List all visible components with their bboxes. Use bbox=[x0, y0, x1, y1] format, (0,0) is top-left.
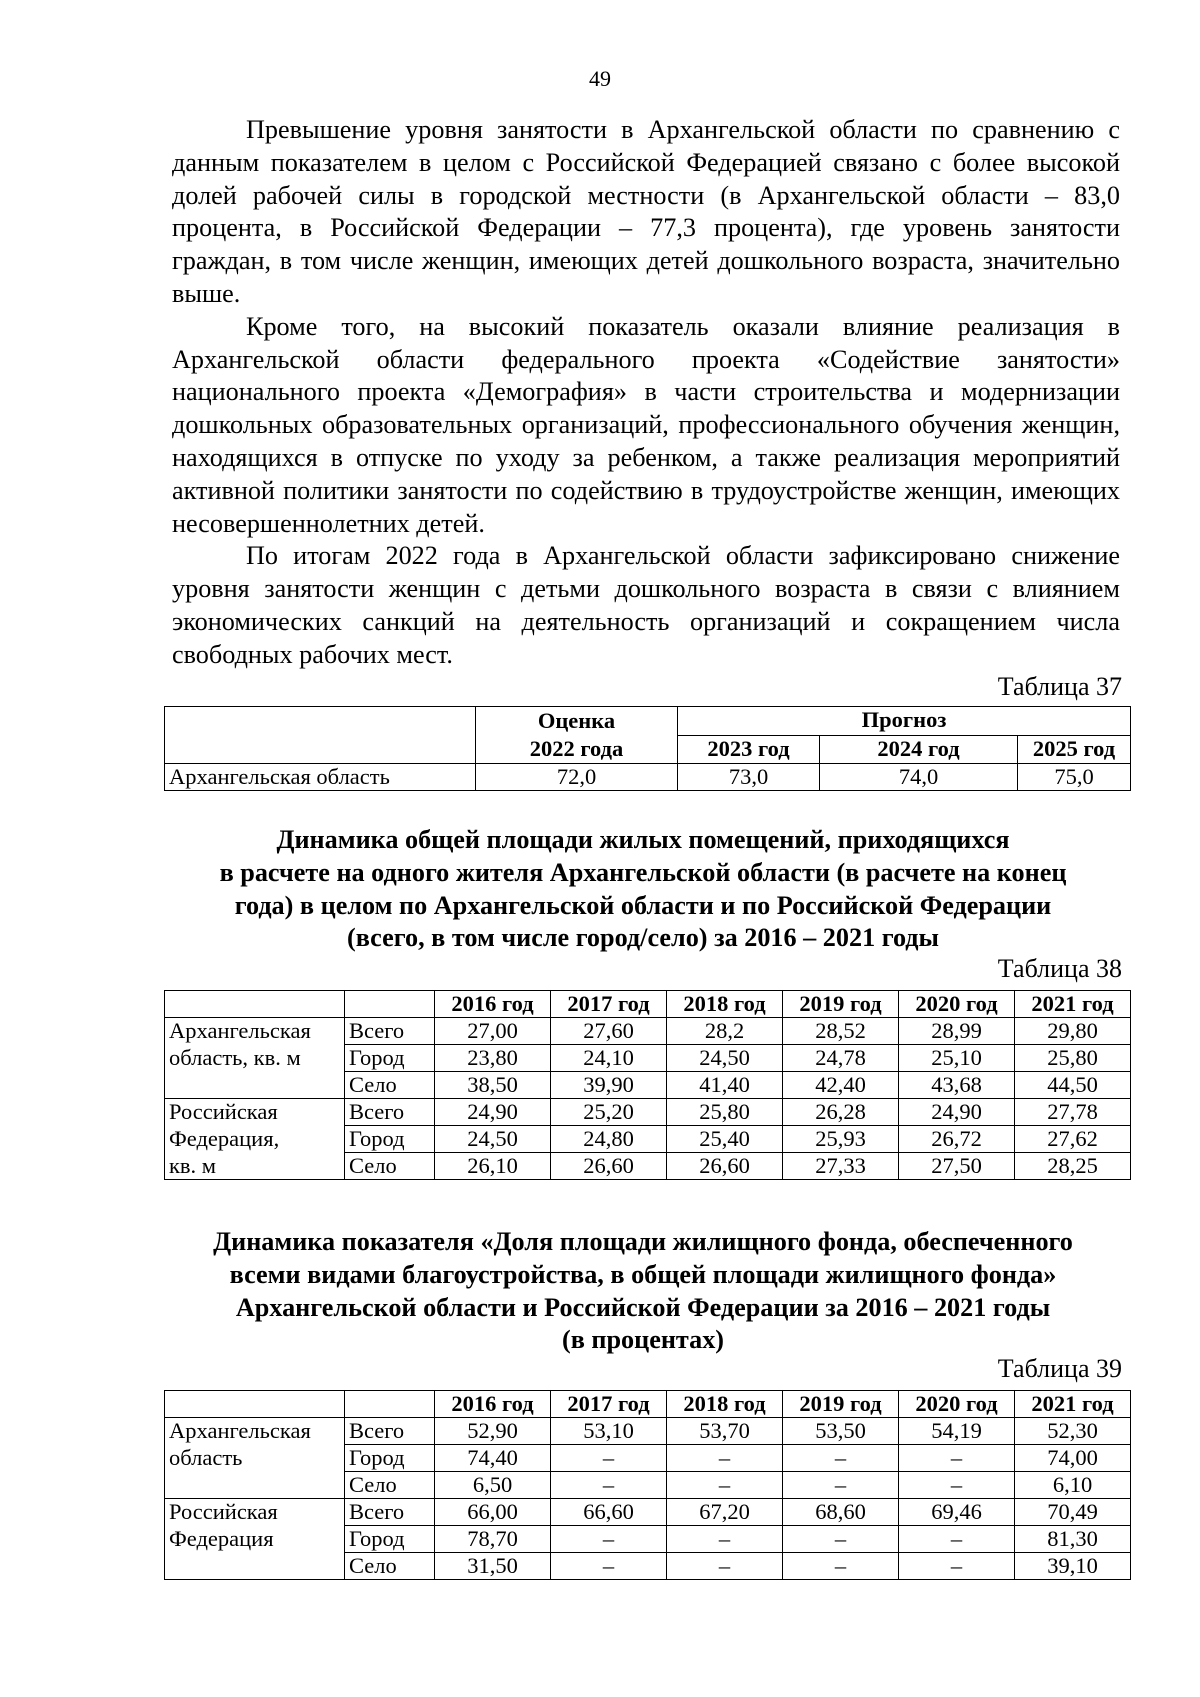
type-cell: Всего bbox=[345, 1499, 435, 1526]
type-cell: Всего bbox=[345, 1418, 435, 1445]
paragraph: По итогам 2022 года в Архангельской области зафиксировано снижение уровня занятости женщин с детьми дошкольного возраста в связи с влиянием экономических санкций на деятельность организаций и сокращением числа свободных рабочих мест. bbox=[172, 541, 1120, 669]
value-cell: 81,30 bbox=[1015, 1526, 1131, 1553]
value-cell: 66,60 bbox=[551, 1499, 667, 1526]
value-cell: – bbox=[667, 1553, 783, 1580]
heading-line: Динамика показателя «Доля площади жилищного фонда, обеспеченного bbox=[213, 1227, 1073, 1256]
year-header: 2023 год bbox=[678, 735, 820, 764]
year-header: 2019 год bbox=[783, 991, 899, 1018]
value-cell: 52,90 bbox=[435, 1418, 551, 1445]
value-cell: – bbox=[783, 1445, 899, 1472]
value-cell: – bbox=[899, 1445, 1015, 1472]
value-cell: – bbox=[667, 1472, 783, 1499]
type-cell: Село bbox=[345, 1072, 435, 1099]
value-cell: 31,50 bbox=[435, 1553, 551, 1580]
value-cell: 38,50 bbox=[435, 1072, 551, 1099]
region-cell: Федерация bbox=[165, 1526, 345, 1553]
value-cell: 78,70 bbox=[435, 1526, 551, 1553]
value-cell: 24,50 bbox=[667, 1045, 783, 1072]
value-cell: 28,99 bbox=[899, 1018, 1015, 1045]
value-cell: 69,46 bbox=[899, 1499, 1015, 1526]
table-row bbox=[165, 1126, 1131, 1153]
table-row bbox=[165, 1418, 1131, 1445]
year-header: 2020 год bbox=[899, 991, 1015, 1018]
year-header: 2017 год bbox=[551, 1391, 667, 1418]
table-39 bbox=[164, 1390, 1131, 1580]
value-cell: 53,50 bbox=[783, 1418, 899, 1445]
heading-line: (в процентах) bbox=[561, 1325, 725, 1355]
region-cell bbox=[165, 1472, 345, 1499]
value-cell: 53,10 bbox=[551, 1418, 667, 1445]
value-cell: 39,10 bbox=[1015, 1553, 1131, 1580]
value-cell: 24,90 bbox=[435, 1099, 551, 1126]
value-cell: 24,10 bbox=[551, 1045, 667, 1072]
type-cell: Всего bbox=[345, 1099, 435, 1126]
year-header: 2019 год bbox=[783, 1391, 899, 1418]
table-row bbox=[165, 1553, 1131, 1580]
value-cell: 74,0 bbox=[820, 764, 1018, 791]
table-row bbox=[165, 1045, 1131, 1072]
value-cell: 25,20 bbox=[551, 1099, 667, 1126]
type-cell: Село bbox=[345, 1153, 435, 1180]
table-row bbox=[165, 1445, 1131, 1472]
year-header: 2018 год bbox=[667, 1391, 783, 1418]
value-cell: 27,33 bbox=[783, 1153, 899, 1180]
table-row bbox=[165, 1018, 1131, 1045]
table-37-label: Таблица 37 bbox=[997, 672, 1122, 701]
header-line: Оценка bbox=[537, 708, 616, 733]
value-cell: 25,10 bbox=[899, 1045, 1015, 1072]
value-cell: – bbox=[899, 1553, 1015, 1580]
value-cell: 42,40 bbox=[783, 1072, 899, 1099]
value-cell: – bbox=[783, 1472, 899, 1499]
table-37-forecast-header: Прогноз bbox=[678, 707, 1131, 736]
value-cell: – bbox=[667, 1445, 783, 1472]
value-cell: 27,62 bbox=[1015, 1126, 1131, 1153]
type-cell: Город bbox=[345, 1045, 435, 1072]
type-cell: Село bbox=[345, 1553, 435, 1580]
heading-line: Динамика общей площади жилых помещений, приходящихся bbox=[276, 825, 1010, 854]
value-cell: – bbox=[551, 1445, 667, 1472]
value-cell: 24,80 bbox=[551, 1126, 667, 1153]
table-row bbox=[165, 1499, 1131, 1526]
table-39-heading bbox=[150, 1226, 1136, 1357]
value-cell: – bbox=[551, 1472, 667, 1499]
value-cell: 28,2 bbox=[667, 1018, 783, 1045]
value-cell: 25,80 bbox=[1015, 1045, 1131, 1072]
heading-line: в расчете на одного жителя Архангельской области (в расчете на конец bbox=[219, 857, 1067, 887]
value-cell: 28,52 bbox=[783, 1018, 899, 1045]
value-cell: 53,70 bbox=[667, 1418, 783, 1445]
value-cell: 6,50 bbox=[435, 1472, 551, 1499]
body-text bbox=[172, 114, 1120, 672]
table-row bbox=[165, 1526, 1131, 1553]
value-cell: 24,50 bbox=[435, 1126, 551, 1153]
header-line: 2022 года bbox=[529, 736, 624, 761]
value-cell: 29,80 bbox=[1015, 1018, 1131, 1045]
table-row bbox=[165, 1099, 1131, 1126]
year-header: 2020 год bbox=[899, 1391, 1015, 1418]
region-cell: Архангельская область bbox=[165, 764, 476, 791]
heading-line: (всего, в том числе город/село) за 2016 – 2021 годы bbox=[346, 923, 939, 953]
year-header: 2018 год bbox=[667, 991, 783, 1018]
value-cell: – bbox=[899, 1472, 1015, 1499]
region-cell: Российская bbox=[165, 1499, 345, 1526]
region-cell: область bbox=[165, 1445, 345, 1472]
value-cell: 25,80 bbox=[667, 1099, 783, 1126]
year-header: 2021 год bbox=[1015, 991, 1131, 1018]
type-cell: Село bbox=[345, 1472, 435, 1499]
value-cell: 54,19 bbox=[899, 1418, 1015, 1445]
paragraph: Превышение уровня занятости в Архангельской области по сравнению с данным показателем в целом с Российской Федерацией связано с более высокой долей рабочей силы в городской местности (в Архангельской области – 83,0 процента, в Российской Федерации – 77,3 процента), где уровень занятости граждан, в том числе женщин, имеющих детей дошкольного возраста, значительно выше. bbox=[172, 115, 1120, 308]
value-cell: 43,68 bbox=[899, 1072, 1015, 1099]
year-header: 2016 год bbox=[435, 1391, 551, 1418]
table-38-heading bbox=[150, 824, 1136, 955]
region-cell: Архангельская bbox=[165, 1018, 345, 1045]
region-cell: Федерация, bbox=[165, 1126, 345, 1153]
heading-line: года) в целом по Архангельской области и по Российской Федерации bbox=[234, 890, 1052, 920]
heading-line: всеми видами благоустройства, в общей площади жилищного фонда» bbox=[229, 1259, 1057, 1289]
type-cell: Город bbox=[345, 1526, 435, 1553]
table-38 bbox=[164, 990, 1131, 1180]
value-cell: – bbox=[551, 1526, 667, 1553]
type-cell: Город bbox=[345, 1445, 435, 1472]
value-cell: 27,50 bbox=[899, 1153, 1015, 1180]
value-cell: 74,40 bbox=[435, 1445, 551, 1472]
value-cell: 26,10 bbox=[435, 1153, 551, 1180]
value-cell: 41,40 bbox=[667, 1072, 783, 1099]
value-cell: 66,00 bbox=[435, 1499, 551, 1526]
year-header: 2024 год bbox=[820, 735, 1018, 764]
value-cell: 52,30 bbox=[1015, 1418, 1131, 1445]
corner-cell bbox=[345, 991, 435, 1018]
year-header: 2025 год bbox=[1018, 735, 1131, 764]
value-cell: 26,28 bbox=[783, 1099, 899, 1126]
region-cell bbox=[165, 1553, 345, 1580]
value-cell: 26,60 bbox=[667, 1153, 783, 1180]
region-cell bbox=[165, 1072, 345, 1099]
corner-cell bbox=[345, 1391, 435, 1418]
region-cell: кв. м bbox=[165, 1153, 345, 1180]
table-39-label: Таблица 39 bbox=[997, 1354, 1122, 1383]
value-cell: 39,90 bbox=[551, 1072, 667, 1099]
value-cell: 25,93 bbox=[783, 1126, 899, 1153]
year-header: 2021 год bbox=[1015, 1391, 1131, 1418]
value-cell: 24,90 bbox=[899, 1099, 1015, 1126]
table-37 bbox=[164, 706, 1131, 791]
table-row bbox=[165, 764, 1131, 791]
value-cell: 23,80 bbox=[435, 1045, 551, 1072]
value-cell: 27,60 bbox=[551, 1018, 667, 1045]
value-cell: 73,0 bbox=[678, 764, 820, 791]
value-cell: 27,78 bbox=[1015, 1099, 1131, 1126]
value-cell: 27,00 bbox=[435, 1018, 551, 1045]
value-cell: 25,40 bbox=[667, 1126, 783, 1153]
corner-cell bbox=[165, 991, 345, 1018]
value-cell: – bbox=[667, 1526, 783, 1553]
value-cell: 72,0 bbox=[476, 764, 678, 791]
value-cell: 24,78 bbox=[783, 1045, 899, 1072]
value-cell: 75,0 bbox=[1018, 764, 1131, 791]
table-37-corner bbox=[165, 707, 476, 764]
table-row bbox=[165, 1072, 1131, 1099]
value-cell: 26,72 bbox=[899, 1126, 1015, 1153]
value-cell: – bbox=[899, 1526, 1015, 1553]
region-cell: Российская bbox=[165, 1099, 345, 1126]
corner-cell bbox=[165, 1391, 345, 1418]
table-row bbox=[165, 1153, 1131, 1180]
type-cell: Город bbox=[345, 1126, 435, 1153]
table-row bbox=[165, 1472, 1131, 1499]
table-37-estimate-header bbox=[476, 707, 678, 764]
value-cell: 70,49 bbox=[1015, 1499, 1131, 1526]
value-cell: 68,60 bbox=[783, 1499, 899, 1526]
value-cell: 26,60 bbox=[551, 1153, 667, 1180]
value-cell: – bbox=[783, 1526, 899, 1553]
value-cell: 6,10 bbox=[1015, 1472, 1131, 1499]
paragraph: Кроме того, на высокий показатель оказали влияние реализация в Архангельской области федерального проекта «Содействие занятости» национального проекта «Демография» в части строительства и модернизации дошкольных образовательных организаций, профессионального обучения женщин, находящихся в отпуске по уходу за ребенком, а также реализация мероприятий активной политики занятости по содействию в трудоустройстве женщин, имеющих несовершеннолетних детей. bbox=[172, 311, 1120, 538]
type-cell: Всего bbox=[345, 1018, 435, 1045]
value-cell: – bbox=[551, 1553, 667, 1580]
heading-line: Архангельской области и Российской Федерации за 2016 – 2021 годы bbox=[235, 1292, 1051, 1322]
value-cell: 28,25 bbox=[1015, 1153, 1131, 1180]
table-38-label: Таблица 38 bbox=[997, 954, 1122, 983]
value-cell: 44,50 bbox=[1015, 1072, 1131, 1099]
region-cell: область, кв. м bbox=[165, 1045, 345, 1072]
region-cell: Архангельская bbox=[165, 1418, 345, 1445]
page-number: 49 bbox=[589, 66, 611, 91]
year-header: 2017 год bbox=[551, 991, 667, 1018]
value-cell: – bbox=[783, 1553, 899, 1580]
value-cell: 67,20 bbox=[667, 1499, 783, 1526]
year-header: 2016 год bbox=[435, 991, 551, 1018]
value-cell: 74,00 bbox=[1015, 1445, 1131, 1472]
